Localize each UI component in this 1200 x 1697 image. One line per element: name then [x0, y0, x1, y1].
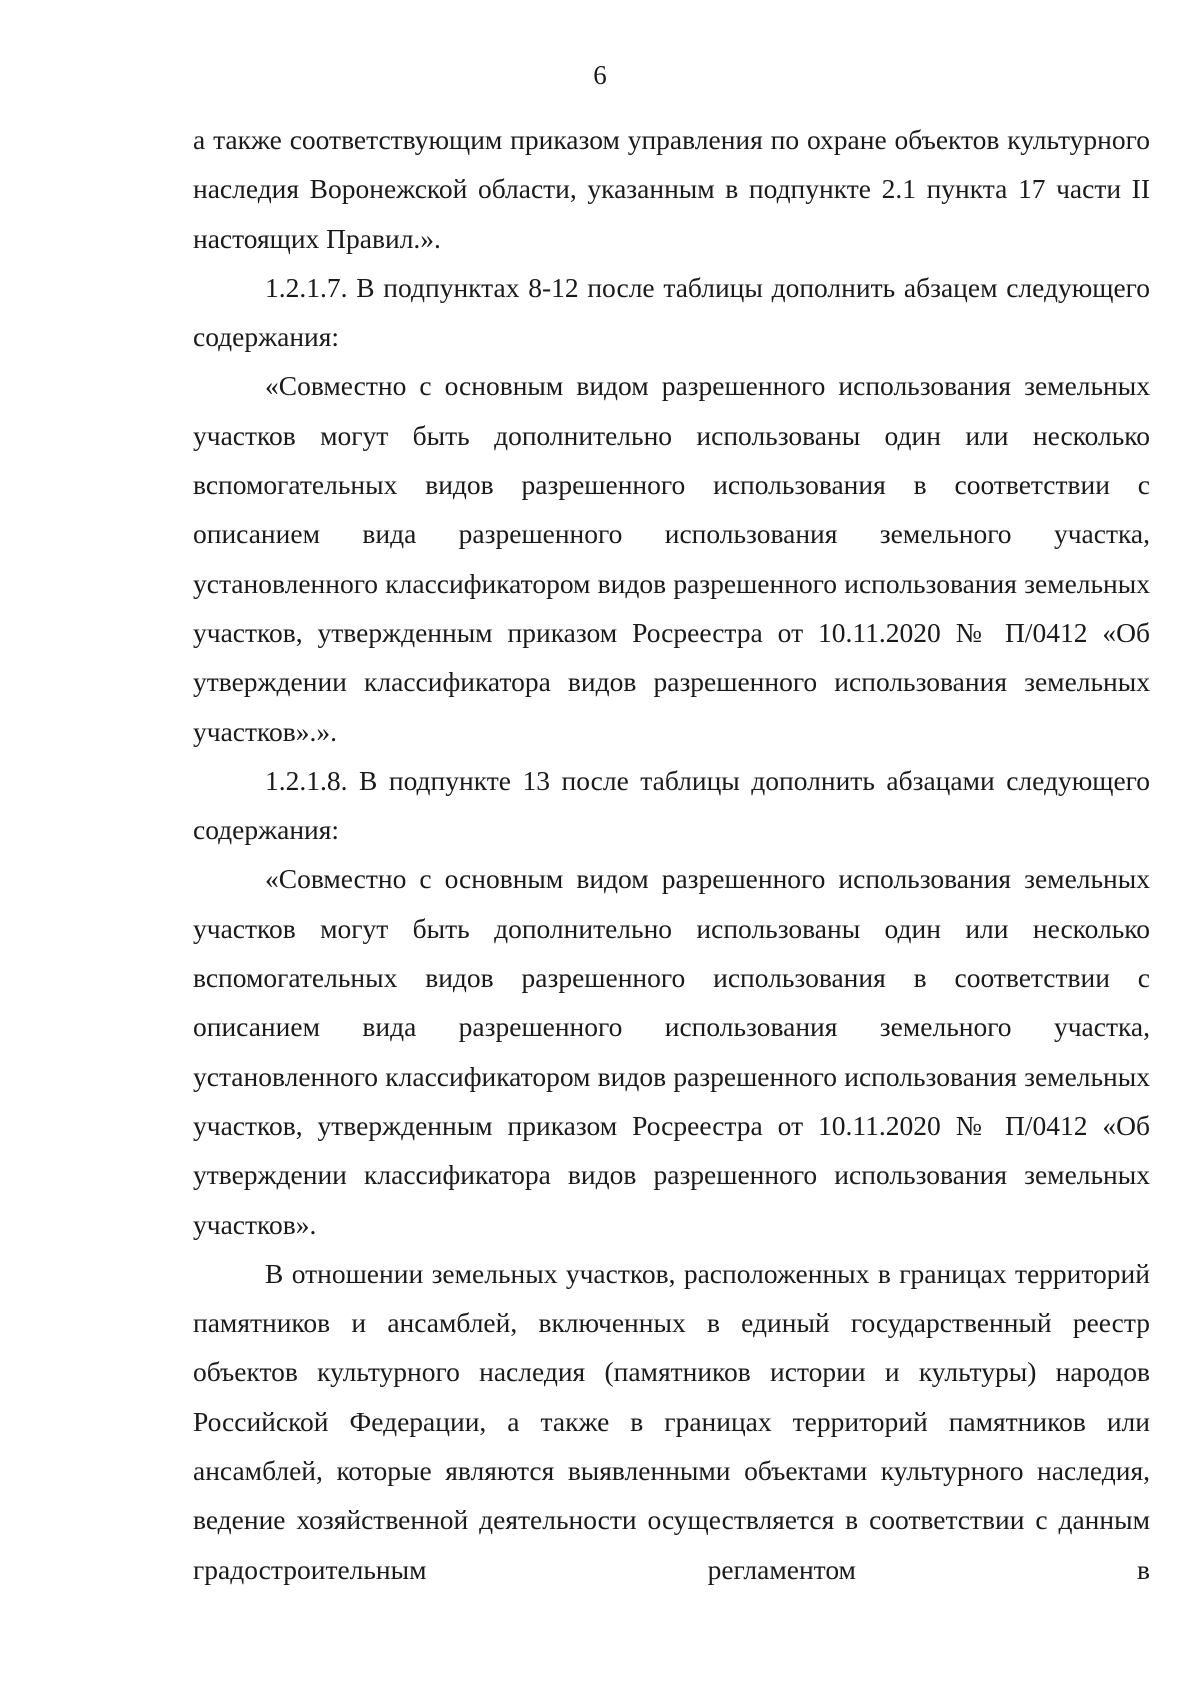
paragraph-continuation: а также соответствующим приказом управления по охране объектов культурного наследия Воронежской области, указанным в подпункте 2.1 пункта 17 части II настоящих Правил.».	[193, 124, 1150, 254]
document-body	[193, 115, 1150, 1594]
paragraph-cultural-heritage: В отношении земельных участков, расположенных в границах территорий памятников и ансамблей, включенных в единый государственный реестр объектов культурного наследия (памятников истории и культуры) народов Российской Федерации, а также в границах территорий памятников или ансамблей, которые являются выявленными объектами культурного наследия, ведение хозяйственной деятельности осуществляется в соответствии с данным градостроительным регламентом в	[193, 1257, 1150, 1585]
paragraph-1-2-1-7-heading: 1.2.1.7. В подпунктах 8-12 после таблицы дополнить абзацем следующего содержания:	[193, 271, 1150, 353]
paragraph-quote-2: «Совместно с основным видом разрешенного использования земельных участков могут быть дополнительно использованы один или несколько вспомогательных видов разрешенного использования в соответствии с описанием вида разрешенного использования земельного участка, установленного классификатором видов разрешенного использования земельных участков, утвержденным приказом Росреестра от 10.11.2020 № П/0412 «Об утверждении классификатора видов разрешенного использования земельных участков».	[193, 863, 1150, 1240]
page-number: 6	[593, 60, 607, 90]
paragraph-1-2-1-8-heading: 1.2.1.8. В подпункте 13 после таблицы дополнить абзацами следующего содержания:	[193, 764, 1150, 846]
paragraph-quote-1: «Совместно с основным видом разрешенного использования земельных участков могут быть дополнительно использованы один или несколько вспомогательных видов разрешенного использования в соответствии с описанием вида разрешенного использования земельного участка, установленного классификатором видов разрешенного использования земельных участков, утвержденным приказом Росреестра от 10.11.2020 № П/0412 «Об утверждении классификатора видов разрешенного использования земельных участков».».	[193, 370, 1150, 747]
